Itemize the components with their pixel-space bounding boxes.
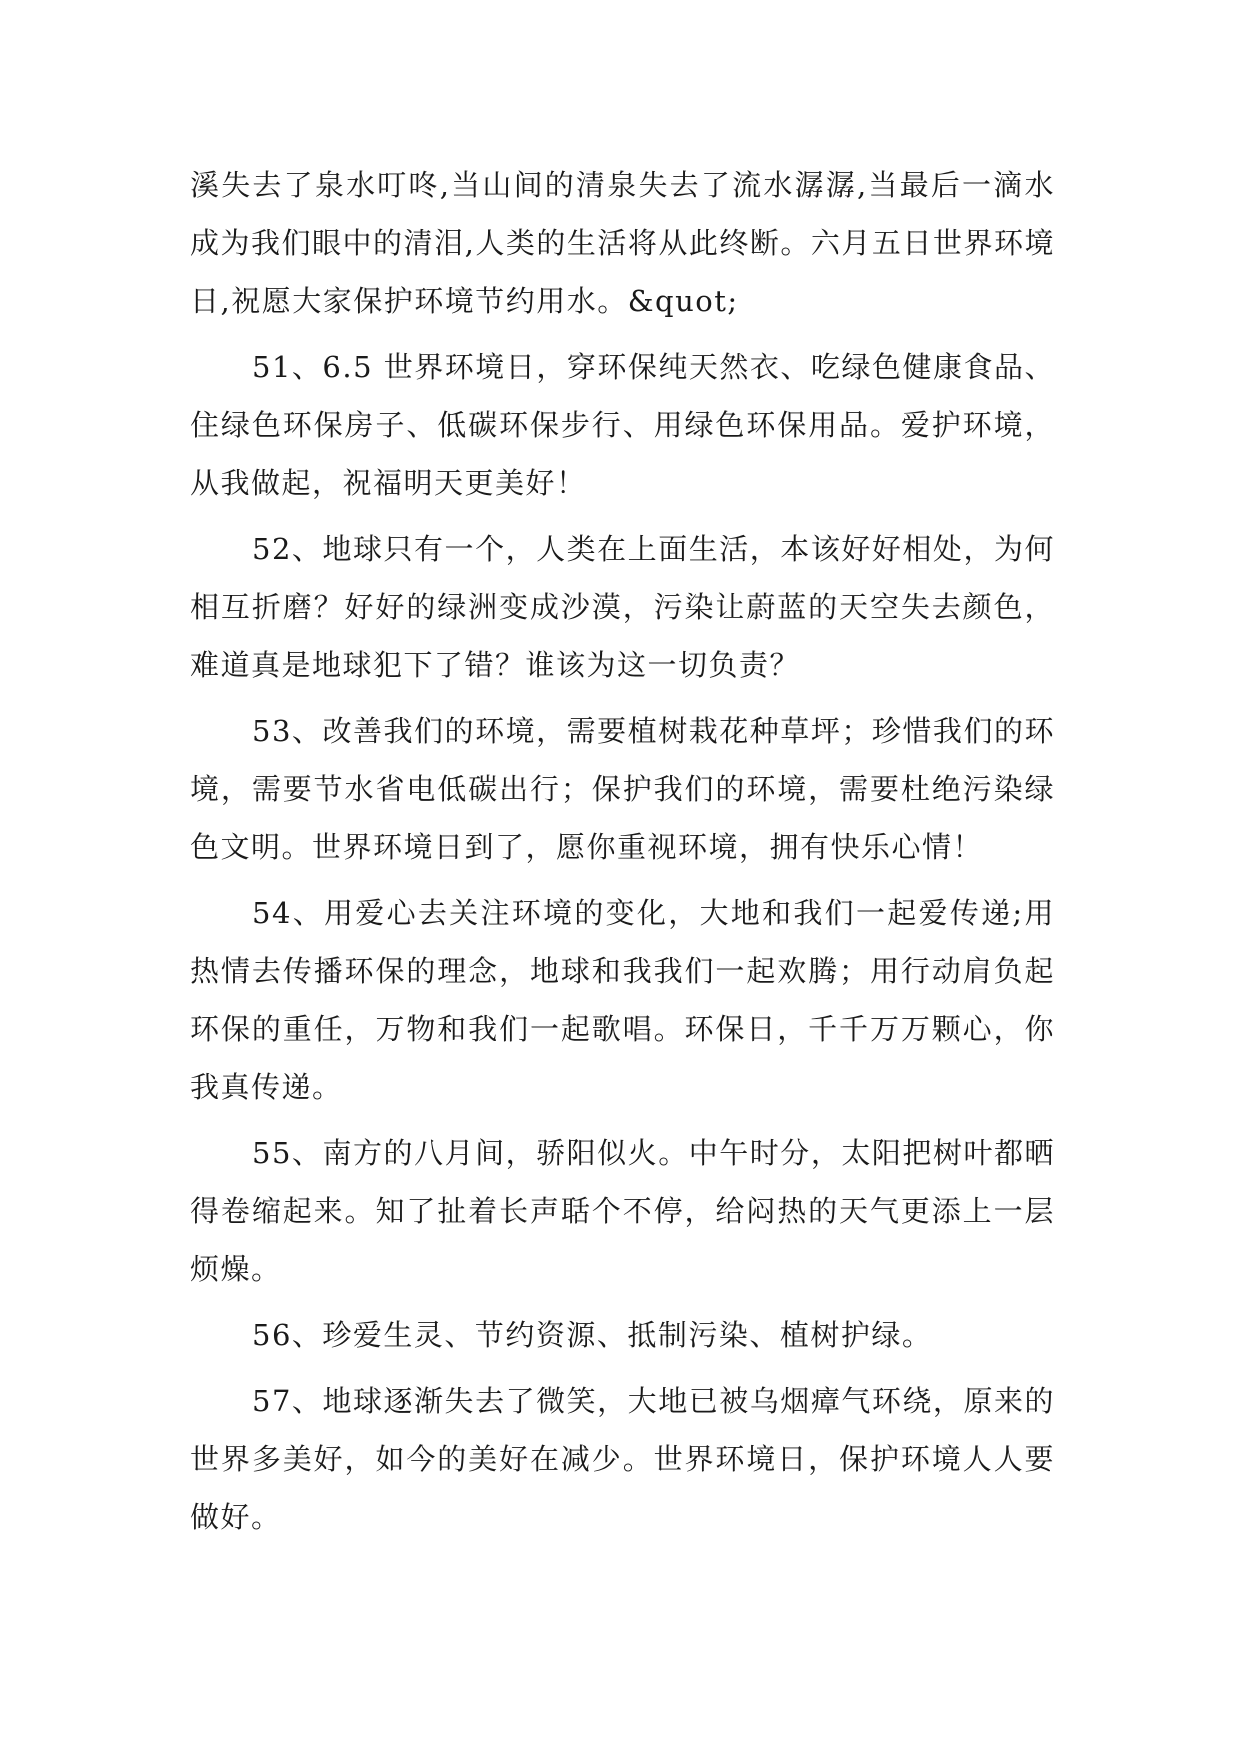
- paragraph-item-55: 55、南方的八月间，骄阳似火。中午时分，太阳把树叶都晒得卷缩起来。知了扯着长声聒个不停，给闷热的天气更添上一层烦燥。: [190, 1136, 1055, 1286]
- paragraph-item-57: 57、地球逐渐失去了微笑，大地已被乌烟瘴气环绕，原来的世界多美好，如今的美好在减少。世界环境日，保护环境人人要做好。: [190, 1384, 1055, 1534]
- paragraph-item-52: 52、地球只有一个，人类在上面生活，本该好好相处，为何相互折磨？好好的绿洲变成沙漠，污染让蔚蓝的天空失去颜色，难道真是地球犯下了错？谁该为这一切负责？: [190, 532, 1055, 682]
- paragraph-item-56: 56、珍爱生灵、节约资源、抵制污染、植树护绿。: [252, 1318, 933, 1352]
- paragraph-continuation: 溪失去了泉水叮咚,当山间的清泉失去了流水潺潺,当最后一滴水成为我们眼中的清泪,人类的生活将从此终断。六月五日世界环境日,祝愿大家保护环境节约用水。&quot;: [190, 168, 1055, 318]
- paragraph-item-51: 51、6.5 世界环境日，穿环保纯天然衣、吃绿色健康食品、住绿色环保房子、低碳环保步行、用绿色环保用品。爱护环境，从我做起，祝福明天更美好！: [190, 350, 1055, 500]
- paragraph-item-53: 53、改善我们的环境，需要植树栽花种草坪；珍惜我们的环境，需要节水省电低碳出行；保护我们的环境，需要杜绝污染绿色文明。世界环境日到了，愿你重视环境，拥有快乐心情！: [190, 714, 1055, 864]
- paragraph-item-54: 54、用爱心去关注环境的变化，大地和我们一起爱传递;用热情去传播环保的理念，地球和我我们一起欢腾；用行动肩负起环保的重任，万物和我们一起歌唱。环保日，千千万万颗心，你我真传递。: [190, 896, 1055, 1104]
- document-body: [190, 156, 1055, 1554]
